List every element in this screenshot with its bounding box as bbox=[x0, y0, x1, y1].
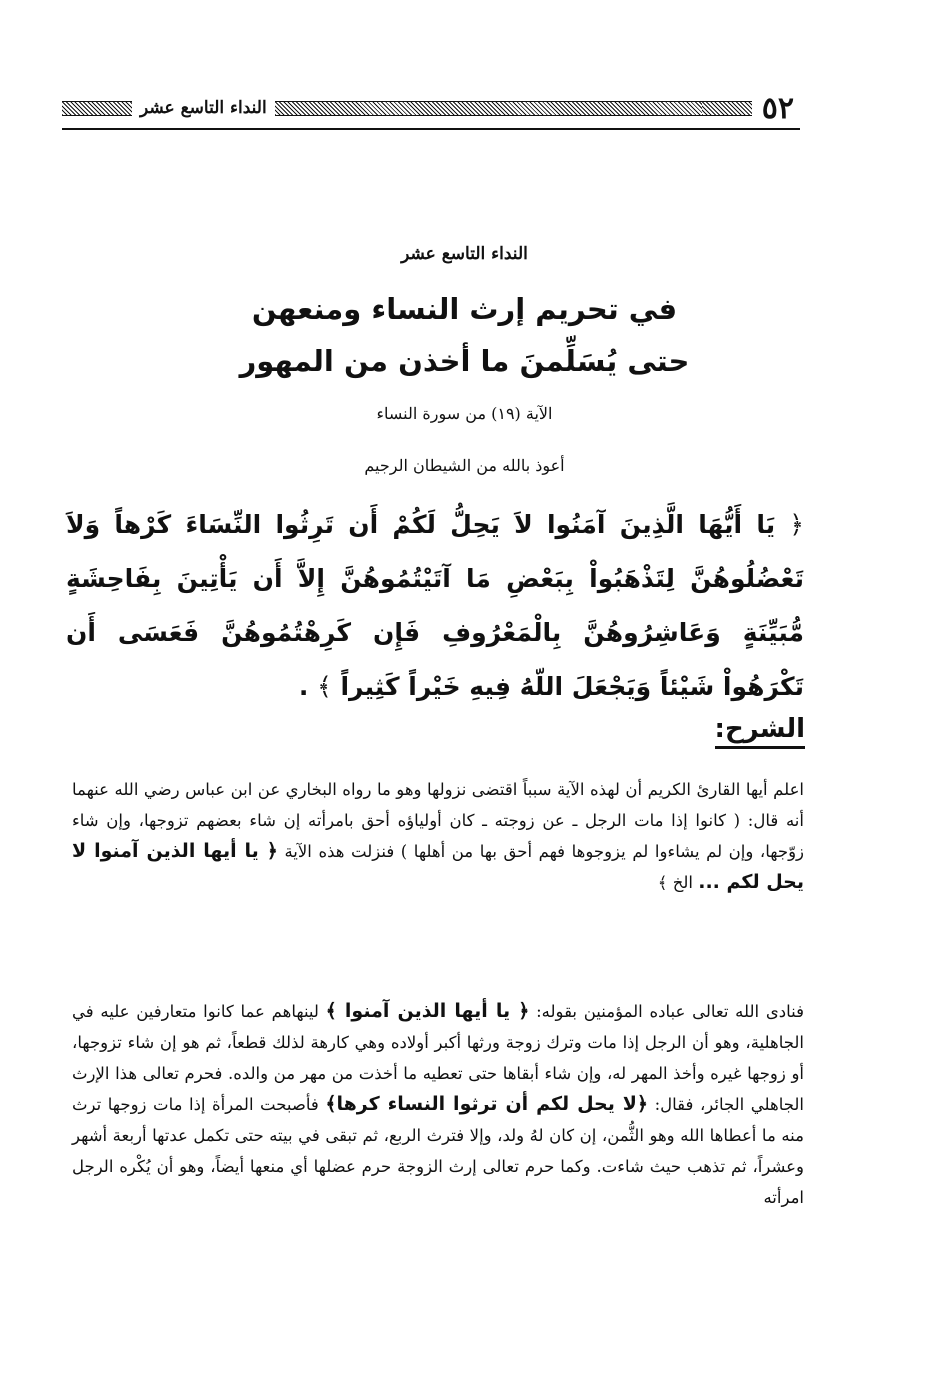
running-header bbox=[62, 88, 800, 128]
para1-text-1: اعلم أيها القارئ الكريم أن لهذه الآية سبباً اقتضى نزولها وهو ما رواه البخاري عن ابن عباس رضي الله عنهما أنه قال: ( كانوا إذا مات الرجل ـ عن زوجته ـ كان أولياؤه أحق بامرأته إن شاء بعضهم تزوجها، وإن شاء زوّجها، وإن لم يشاءوا لم يزوجوها فهم أحق بها من أهلها ) فنزلت هذه الآية bbox=[72, 780, 805, 861]
para1-quote-1: ﴿ يا أيها الذين آمنوا لا يحل لكم ... bbox=[72, 840, 804, 893]
quran-verse bbox=[66, 498, 804, 714]
verse-end: . bbox=[298, 672, 309, 701]
explanation-paragraph-1 bbox=[72, 774, 804, 898]
para2-quote-1: ﴿ يا أيها الذين آمنوا ﴾ bbox=[325, 1000, 530, 1022]
para2-text-3: فأصبحت المرأة إذا مات زوجها ترث منه ما أعطاها الله وهو الثُّمن، إن كان لهُ ولد، وإلا فترث الربع، ثم تبقى في بيته حتى تكمل عدتها أربعة أشهر وعشراً، ثم تذهب حيث شاءت. وكما حرم تعالى إرث الزوجة حرم عضلها أي منعها أيضاً، وهو أن يُكْره الرجل امرأته bbox=[72, 1095, 804, 1207]
header-ornament-middle bbox=[275, 101, 702, 116]
para1-text-2: الخ ﴾ bbox=[657, 873, 693, 892]
section-title-line-2: حتى يُسَلِّمنَ ما أخذن من المهور bbox=[239, 344, 690, 378]
sharh-heading: الشرح: bbox=[715, 714, 805, 749]
ayah-reference: الآية (١٩) من سورة النساء bbox=[376, 404, 553, 423]
istiadha: أعوذ بالله من الشيطان الرجيم bbox=[364, 456, 565, 475]
header-ornament-left bbox=[62, 101, 132, 116]
explanation-paragraph-2 bbox=[72, 996, 804, 1213]
section-subtitle: النداء التاسع عشر bbox=[401, 244, 528, 264]
verse-text: يَا أَيُّهَا الَّذِينَ آمَنُوا لاَ يَحِلُّ لَكُمْ أَن تَرِثُوا النِّسَاءَ كَرْهاً وَلاَ تَعْضُلُوهُنَّ لِتَذْهَبُواْ بِبَعْضِ مَا آتَيْتُمُوهُنَّ إِلاَّ أَن يَأْتِينَ بِفَاحِشَةٍ مُّبَيِّنَةٍ وَعَاشِرُوهُنَّ بِالْمَعْرُوفِ فَإِن كَرِهْتُمُوهُنَّ فَعَسَى أَن تَكْرَهُواْ شَيْئاً وَيَجْعَلَ اللّهُ فِيهِ خَيْراً كَثِيراً bbox=[66, 510, 804, 701]
header-ornament-right bbox=[702, 101, 752, 116]
header-rule bbox=[62, 128, 800, 130]
ornate-bracket-open: ﴿ bbox=[789, 510, 804, 539]
para2-text-2: لينهاهم عما كانوا متعارفين عليه في الجاهلية، وهو أن الرجل إذا مات وترك زوجة ورثها أكبر أولاده وهي كارهة لذلك قطعاً، ثم هو إن شاء تزوجها، أو زوجها غيره وأخذ المهر له، وإن شاء أبقاها حتى تعطيه ما أخذت من مهر من والده. فحرم تعالى هذا الإرث الجاهلي الجائر، فقال: bbox=[72, 1002, 804, 1114]
page-number: ٥٢ bbox=[761, 90, 794, 126]
para2-quote-2: ﴿لا يحل لكم أن ترثوا النساء كرها﴾ bbox=[325, 1093, 649, 1115]
para2-text-1: فنادى الله تعالى عباده المؤمنين بقوله: bbox=[536, 1002, 804, 1021]
ornate-bracket-close: ﴾ bbox=[317, 672, 332, 701]
section-title-line-1: في تحريم إرث النساء ومنعهن bbox=[251, 292, 678, 326]
running-title: النداء التاسع عشر bbox=[140, 98, 267, 118]
